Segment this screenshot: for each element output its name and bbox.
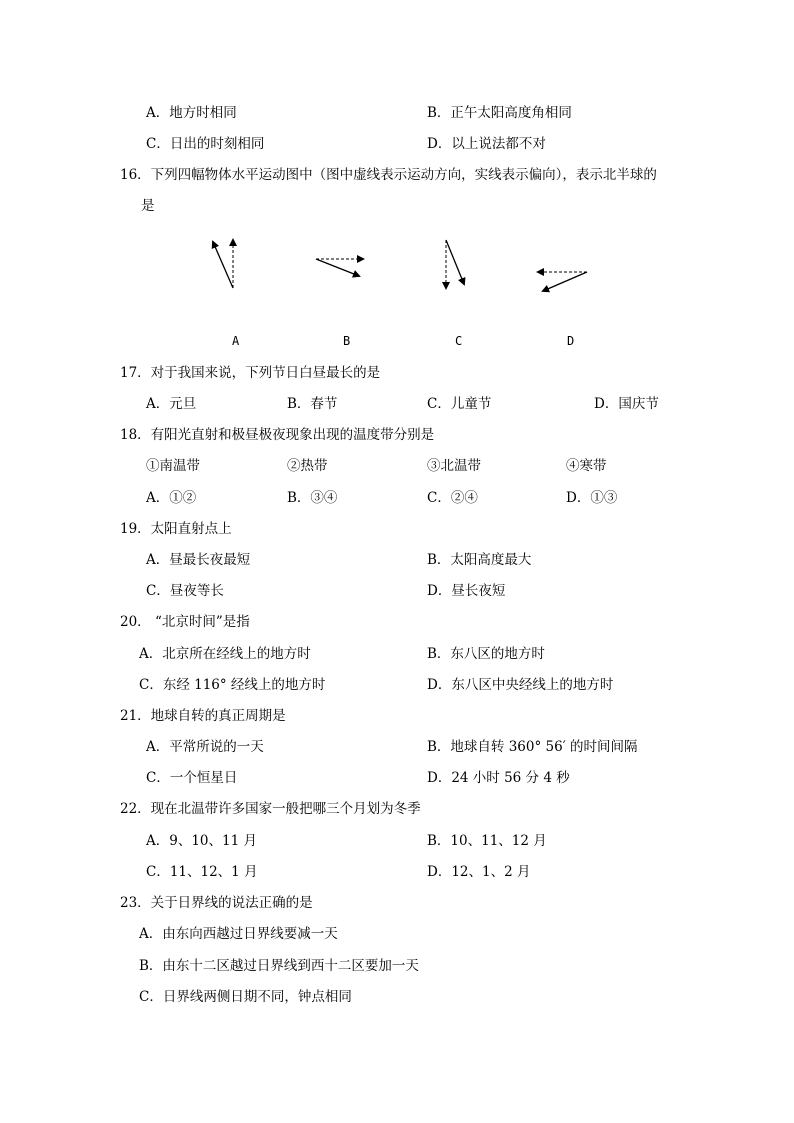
q23-option-c: C．日界线两侧日期不同，钟点相同 — [139, 989, 352, 1005]
q19-stem: 19．太阳直射点上 — [120, 521, 232, 537]
figure-c-arrows — [446, 240, 464, 288]
q22-option-a: A．9、10、11 月 — [146, 833, 257, 849]
q15-option-d: D．以上说法都不对 — [427, 136, 546, 152]
q20-stem: 20． “北京时间”是指 — [120, 614, 250, 630]
q23-stem: 23．关于日界线的说法正确的是 — [120, 895, 313, 911]
q15-option-b: B．正午太阳高度角相同 — [427, 105, 572, 121]
q17-option-d: D．国庆节 — [594, 396, 659, 412]
q20-option-a: A．北京所在经线上的地方时 — [139, 646, 311, 662]
q21-option-d: D．24 小时 56 分 4 秒 — [427, 770, 570, 786]
q17-option-b: B．春节 — [287, 396, 338, 412]
q18-item-3: ③北温带 — [427, 458, 481, 474]
figure-b-arrows — [316, 259, 363, 276]
q21-stem: 21．地球自转的真正周期是 — [120, 708, 286, 724]
q22-option-b: B．10、11、12 月 — [427, 833, 547, 849]
figure-label-c: C — [455, 334, 463, 348]
figure-label-b: B — [343, 334, 351, 348]
q18-item-1: ①南温带 — [146, 458, 200, 474]
q16-stem-line2: 是 — [141, 198, 155, 214]
q18-option-a: A．①② — [146, 490, 197, 506]
q16-figure — [195, 228, 615, 308]
q22-option-d: D．12、1、2 月 — [427, 864, 531, 880]
figure-label-a: A — [232, 334, 240, 348]
q23-option-a: A．由东向西越过日界线要减一天 — [139, 926, 338, 942]
figure-d-solid-arrow — [543, 272, 587, 291]
q19-option-d: D．昼长夜短 — [427, 583, 506, 599]
q21-option-a: A．平常所说的一天 — [146, 739, 264, 755]
q20-option-d: D．东八区中央经线上的地方时 — [427, 677, 614, 693]
q22-option-c: C．11、12、1 月 — [146, 864, 258, 880]
q18-item-2: ②热带 — [287, 458, 328, 474]
q23-option-b: B．由东十二区越过日界线到西十二区要加一天 — [139, 958, 419, 974]
q18-item-4: ④寒带 — [566, 458, 607, 474]
figure-d-arrows — [538, 272, 587, 291]
q18-option-d: D．①③ — [566, 490, 618, 506]
q17-option-a: A．元旦 — [146, 396, 197, 412]
q22-stem: 22．现在北温带许多国家一般把哪三个月划为冬季 — [120, 801, 421, 817]
q20-option-c: C．东经 116° 经线上的地方时 — [139, 677, 326, 693]
q19-option-a: A．昼最长夜最短 — [146, 552, 251, 568]
figure-c-solid-arrow — [446, 240, 464, 284]
figure-a-solid-arrow — [213, 242, 233, 288]
q21-option-b: B．地球自转 360° 56′ 的时间间隔 — [427, 739, 638, 755]
figure-label-d: D — [567, 334, 575, 348]
q20-option-b: B．东八区的地方时 — [427, 646, 545, 662]
q19-option-c: C．昼夜等长 — [146, 583, 224, 599]
q19-option-b: B．太阳高度最大 — [427, 552, 532, 568]
q15-option-a: A．地方时相同 — [146, 105, 237, 121]
figure-b-solid-arrow — [316, 259, 359, 276]
q21-option-c: C．一个恒星日 — [146, 770, 238, 786]
q16-stem-line1: 16．下列四幅物体水平运动图中（图中虚线表示运动方向，实线表示偏向），表示北半球的 — [120, 167, 657, 183]
q18-option-b: B．③④ — [287, 490, 338, 506]
q17-stem: 17．对于我国来说，下列节日白昼最长的是 — [120, 365, 381, 381]
q17-option-c: C．儿童节 — [427, 396, 492, 412]
q15-option-c: C．日出的时刻相同 — [146, 136, 265, 152]
q18-stem: 18．有阳光直射和极昼极夜现象出现的温度带分别是 — [120, 427, 435, 443]
q18-option-c: C．②④ — [427, 490, 478, 506]
figure-a-arrows — [213, 240, 233, 288]
